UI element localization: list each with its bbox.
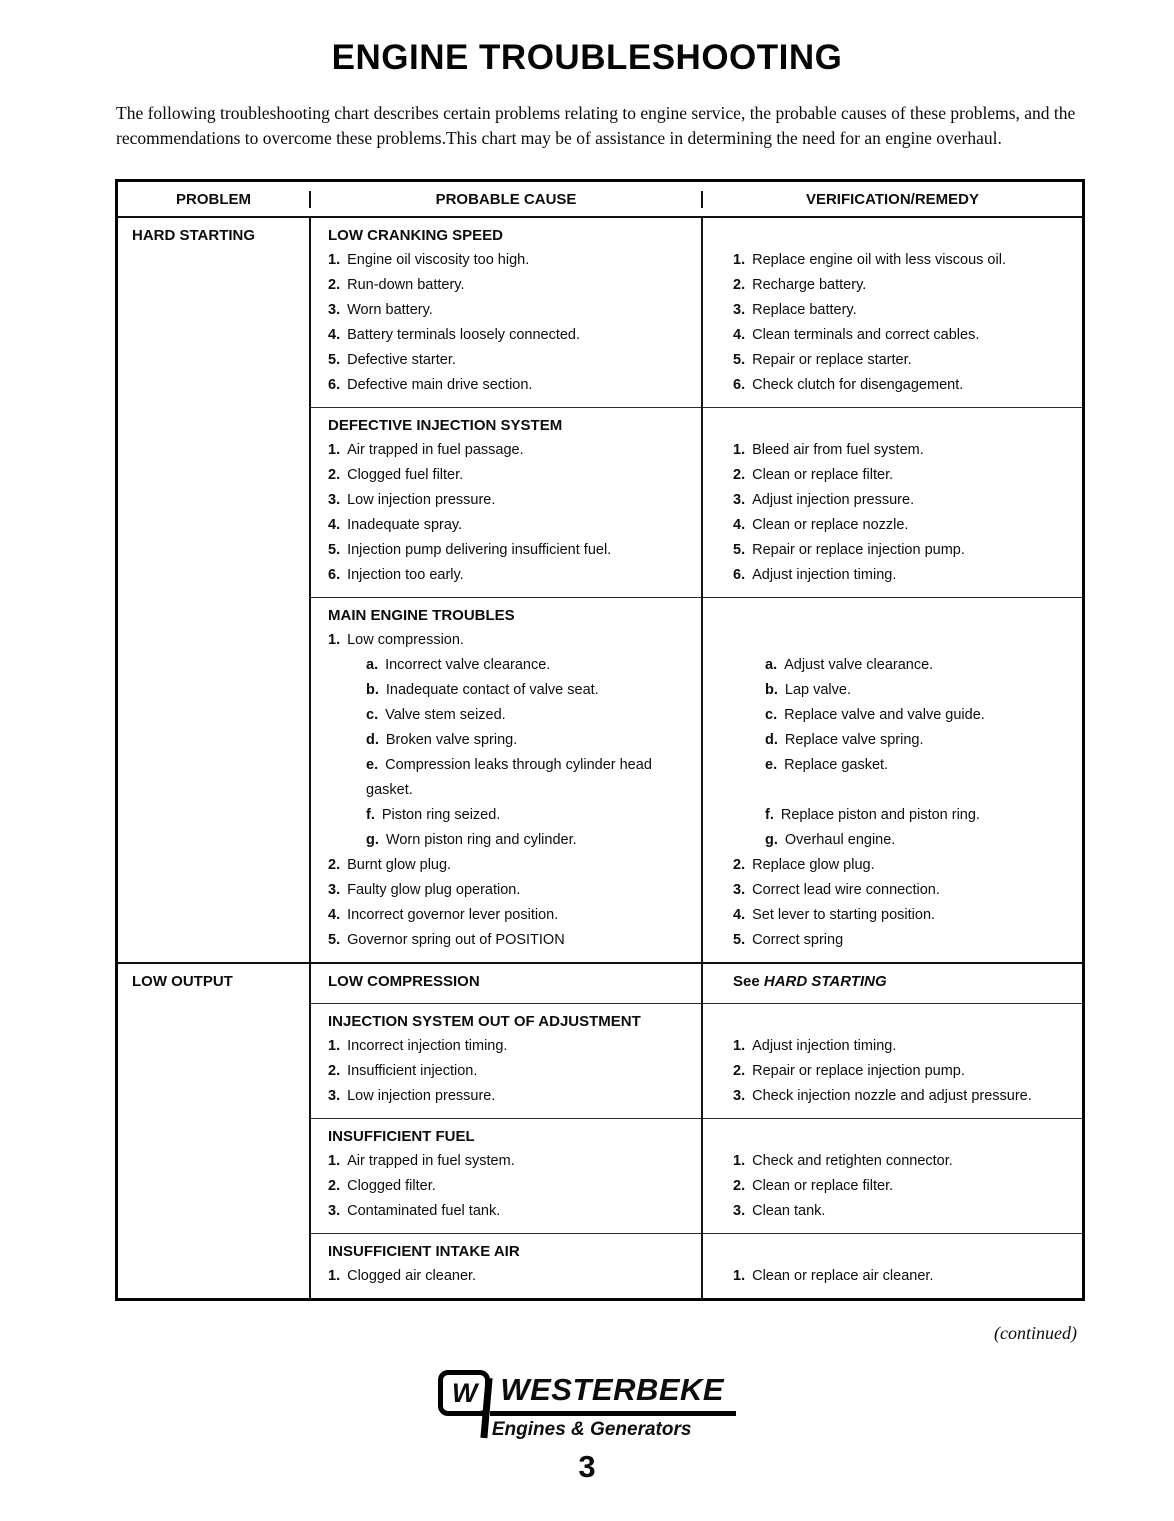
cause-text: Piston ring seized. bbox=[381, 807, 501, 823]
cause-cell bbox=[311, 1059, 703, 1084]
remedy-cell bbox=[703, 853, 1082, 878]
remedy-item-marker: 1. bbox=[733, 252, 746, 268]
remedy-text: Adjust injection pressure. bbox=[752, 492, 915, 508]
item-row bbox=[311, 1149, 1082, 1174]
cause-text: Clogged fuel filter. bbox=[347, 467, 464, 483]
cause-cell bbox=[311, 903, 703, 928]
cause-text: Engine oil viscosity too high. bbox=[347, 252, 530, 268]
cause-item-marker: d. bbox=[366, 732, 379, 748]
remedy-cell bbox=[703, 1034, 1082, 1059]
remedy-item-marker: 3. bbox=[733, 882, 746, 898]
cause-heading: INSUFFICIENT INTAKE AIR bbox=[328, 1243, 520, 1260]
cause-text: Clogged filter. bbox=[347, 1178, 436, 1194]
cause-cell bbox=[311, 678, 703, 703]
remedy-heading bbox=[703, 1239, 1082, 1264]
remedy-cell bbox=[703, 538, 1082, 563]
cause-item-marker: 4. bbox=[328, 907, 341, 923]
remedy-text: Correct spring bbox=[752, 932, 844, 948]
remedy-text: Replace engine oil with less viscous oil. bbox=[752, 252, 1006, 268]
table-row bbox=[118, 962, 1082, 1298]
remedy-item-marker: 1. bbox=[733, 1153, 746, 1169]
remedy-item-marker: 3. bbox=[733, 492, 746, 508]
cause-text: Air trapped in fuel passage. bbox=[347, 442, 524, 458]
cause-text: Defective main drive section. bbox=[347, 377, 533, 393]
cause-cell bbox=[311, 248, 703, 273]
logo-letter: W bbox=[451, 1377, 477, 1408]
item-row bbox=[311, 928, 1082, 953]
remedy-cell bbox=[703, 753, 1082, 803]
table-row bbox=[118, 218, 1082, 962]
remedy-item-marker: 1. bbox=[733, 442, 746, 458]
item-row bbox=[311, 323, 1082, 348]
remedy-cell bbox=[703, 653, 1082, 678]
cause-cell bbox=[311, 853, 703, 878]
remedy-item-marker: b. bbox=[765, 682, 778, 698]
item-row bbox=[311, 903, 1082, 928]
remedy-text: Adjust injection timing. bbox=[752, 567, 897, 583]
continued-note: (continued) bbox=[994, 1323, 1077, 1343]
cause-cell bbox=[311, 728, 703, 753]
item-row bbox=[311, 1199, 1082, 1224]
cause-text: Faulty glow plug operation. bbox=[347, 882, 521, 898]
item-row bbox=[311, 1084, 1082, 1109]
cause-text: Battery terminals loosely connected. bbox=[347, 327, 581, 343]
item-row bbox=[311, 1174, 1082, 1199]
remedy-item-marker: 2. bbox=[733, 1178, 746, 1194]
cause-text: Run-down battery. bbox=[347, 277, 465, 293]
cause-text: Injection too early. bbox=[347, 567, 464, 583]
remedy-text: Repair or replace injection pump. bbox=[752, 542, 965, 558]
cause-text: Incorrect governor lever position. bbox=[347, 907, 559, 923]
cause-cell bbox=[311, 438, 703, 463]
cause-text: Worn piston ring and cylinder. bbox=[385, 832, 577, 848]
remedy-item-marker: e. bbox=[765, 757, 778, 773]
remedy-cell bbox=[703, 928, 1082, 953]
section bbox=[311, 1233, 1082, 1298]
item-row bbox=[311, 878, 1082, 903]
section bbox=[311, 964, 1082, 1003]
cause-item-marker: 5. bbox=[328, 542, 341, 558]
column-header-probable-cause: PROBABLE CAUSE bbox=[311, 191, 703, 208]
remedy-text: Replace battery. bbox=[752, 302, 857, 318]
cause-item-marker: 4. bbox=[328, 517, 341, 533]
cause-item-marker: 2. bbox=[328, 1063, 341, 1079]
westerbeke-logo bbox=[438, 1370, 736, 1441]
cause-text: Inadequate contact of valve seat. bbox=[385, 682, 599, 698]
remedy-item-marker: d. bbox=[765, 732, 778, 748]
item-row bbox=[311, 248, 1082, 273]
cause-cell bbox=[311, 828, 703, 853]
section-heading-row bbox=[311, 413, 1082, 438]
cause-cell bbox=[311, 628, 703, 653]
remedy-text: Bleed air from fuel system. bbox=[752, 442, 924, 458]
cause-text: Injection pump delivering insufficient fuel. bbox=[347, 542, 612, 558]
cause-item-marker: 1. bbox=[328, 442, 341, 458]
page-title: ENGINE TROUBLESHOOTING bbox=[331, 38, 843, 77]
remedy-item-marker: 2. bbox=[733, 1063, 746, 1079]
brand-tagline: Engines & Generators bbox=[491, 1419, 692, 1440]
section bbox=[311, 597, 1082, 962]
cause-text: Contaminated fuel tank. bbox=[347, 1203, 501, 1219]
remedy-cell bbox=[703, 678, 1082, 703]
section bbox=[311, 1003, 1082, 1118]
cause-item-marker: a. bbox=[366, 657, 379, 673]
cause-text: Defective starter. bbox=[347, 352, 456, 368]
item-row bbox=[311, 513, 1082, 538]
item-row bbox=[311, 373, 1082, 398]
remedy-text: Clean or replace filter. bbox=[752, 467, 894, 483]
remedy-cell bbox=[703, 803, 1082, 828]
cause-cell bbox=[311, 538, 703, 563]
remedy-cell bbox=[703, 273, 1082, 298]
cause-cell bbox=[311, 878, 703, 903]
problem-label: LOW OUTPUT bbox=[118, 964, 311, 1298]
remedy-cell bbox=[703, 1149, 1082, 1174]
item-row bbox=[311, 678, 1082, 703]
cause-cell bbox=[311, 1264, 703, 1289]
cause-heading: DEFECTIVE INJECTION SYSTEM bbox=[328, 417, 563, 434]
westerbeke-w-mark-icon bbox=[438, 1370, 490, 1416]
remedy-heading bbox=[703, 413, 1082, 438]
section-heading-row bbox=[311, 603, 1082, 628]
item-row bbox=[311, 628, 1082, 653]
remedy-item-marker: 4. bbox=[733, 907, 746, 923]
remedy-cell bbox=[703, 628, 1082, 653]
remedy-heading bbox=[703, 1009, 1082, 1034]
cause-text: Inadequate spray. bbox=[347, 517, 463, 533]
column-header-verification-remedy: VERIFICATION/REMEDY bbox=[805, 190, 980, 208]
cause-text: Governor spring out of POSITION bbox=[347, 932, 565, 948]
item-row bbox=[311, 488, 1082, 513]
remedy-text: Replace valve and valve guide. bbox=[784, 707, 985, 723]
remedy-item-marker: 3. bbox=[733, 302, 746, 318]
item-row bbox=[311, 438, 1082, 463]
remedy-cell bbox=[703, 1084, 1082, 1109]
cause-cell bbox=[311, 653, 703, 678]
cause-text: Low injection pressure. bbox=[347, 492, 496, 508]
item-row bbox=[311, 803, 1082, 828]
cause-item-marker: 2. bbox=[328, 857, 341, 873]
remedy-text: Clean or replace air cleaner. bbox=[752, 1268, 934, 1284]
remedy-cell bbox=[703, 728, 1082, 753]
cause-item-marker: 2. bbox=[328, 277, 341, 293]
cause-item-marker: f. bbox=[366, 807, 375, 823]
remedy-item-marker: 5. bbox=[733, 352, 746, 368]
remedy-cell bbox=[703, 878, 1082, 903]
remedy-text: Set lever to starting position. bbox=[752, 907, 936, 923]
troubleshooting-table bbox=[115, 179, 1085, 1301]
remedy-text: Check clutch for disengagement. bbox=[752, 377, 964, 393]
cause-heading: INSUFFICIENT FUEL bbox=[328, 1128, 475, 1145]
remedy-text: Repair or replace starter. bbox=[752, 352, 912, 368]
cause-item-marker: b. bbox=[366, 682, 379, 698]
remedy-cell bbox=[703, 703, 1082, 728]
remedy-text: Replace glow plug. bbox=[752, 857, 875, 873]
remedy-item-marker: 5. bbox=[733, 932, 746, 948]
section-heading-row bbox=[311, 1009, 1082, 1034]
cause-text: Clogged air cleaner. bbox=[347, 1268, 477, 1284]
item-row bbox=[311, 348, 1082, 373]
remedy-item-marker: 4. bbox=[733, 517, 746, 533]
section-heading-row bbox=[311, 969, 1082, 994]
remedy-text: Check injection nozzle and adjust pressure. bbox=[752, 1088, 1032, 1104]
cause-item-marker: 4. bbox=[328, 327, 341, 343]
cause-item-marker: e. bbox=[366, 757, 379, 773]
cause-heading: LOW CRANKING SPEED bbox=[328, 227, 504, 244]
item-row bbox=[311, 463, 1082, 488]
cause-text: Burnt glow plug. bbox=[347, 857, 452, 873]
remedy-cell bbox=[703, 1059, 1082, 1084]
intro-paragraph: The following troubleshooting chart describes certain problems relating to engine service, the probable causes of these problems, and the recommendations to overcome these problems.This chart may be of assistance in determining the need for an engine overhaul. bbox=[116, 103, 1076, 148]
column-header-problem: PROBLEM bbox=[118, 191, 311, 208]
remedy-text: Clean or replace filter. bbox=[752, 1178, 894, 1194]
remedy-cell bbox=[703, 1174, 1082, 1199]
cause-text: Air trapped in fuel system. bbox=[347, 1153, 515, 1169]
cause-item-marker: 3. bbox=[328, 882, 341, 898]
cause-cell bbox=[311, 373, 703, 398]
cause-item-marker: 6. bbox=[328, 567, 341, 583]
cause-cell bbox=[311, 563, 703, 588]
section-heading-row bbox=[311, 223, 1082, 248]
cause-remedy-sections bbox=[311, 218, 1082, 962]
cause-item-marker: g. bbox=[366, 832, 379, 848]
remedy-item-marker: 4. bbox=[733, 327, 746, 343]
remedy-item-marker: 1. bbox=[733, 1268, 746, 1284]
remedy-cell bbox=[703, 323, 1082, 348]
cause-cell bbox=[311, 348, 703, 373]
item-row bbox=[311, 1264, 1082, 1289]
remedy-cell bbox=[703, 488, 1082, 513]
cause-item-marker: 1. bbox=[328, 1153, 341, 1169]
item-row bbox=[311, 653, 1082, 678]
cause-cell bbox=[311, 323, 703, 348]
remedy-item-marker: 2. bbox=[733, 277, 746, 293]
item-row bbox=[311, 1034, 1082, 1059]
cause-remedy-sections bbox=[311, 964, 1082, 1298]
cause-item-marker: 5. bbox=[328, 352, 341, 368]
remedy-cell bbox=[703, 1264, 1082, 1289]
remedy-cell bbox=[703, 348, 1082, 373]
remedy-cell bbox=[703, 828, 1082, 853]
cause-text: Incorrect valve clearance. bbox=[385, 657, 551, 673]
item-row bbox=[311, 753, 1082, 803]
cause-cell bbox=[311, 1034, 703, 1059]
remedy-text: Replace gasket. bbox=[784, 757, 889, 773]
remedy-item-marker: 5. bbox=[733, 542, 746, 558]
cause-item-marker: 3. bbox=[328, 1203, 341, 1219]
cause-item-marker: 2. bbox=[328, 1178, 341, 1194]
cause-item-marker: 1. bbox=[328, 252, 341, 268]
item-row bbox=[311, 703, 1082, 728]
cause-text: Insufficient injection. bbox=[347, 1063, 478, 1079]
item-row bbox=[311, 273, 1082, 298]
cause-cell bbox=[311, 463, 703, 488]
cause-item-marker: 5. bbox=[328, 932, 341, 948]
remedy-text: Replace valve spring. bbox=[784, 732, 924, 748]
section bbox=[311, 1118, 1082, 1233]
cause-cell bbox=[311, 1149, 703, 1174]
cause-cell bbox=[311, 703, 703, 728]
logo-top-row bbox=[438, 1370, 736, 1416]
remedy-text: Check and retighten connector. bbox=[752, 1153, 953, 1169]
cause-item-marker: 1. bbox=[328, 632, 341, 648]
section-heading-row bbox=[311, 1239, 1082, 1264]
remedy-cell bbox=[703, 513, 1082, 538]
cause-item-marker: c. bbox=[366, 707, 379, 723]
cause-text: Low compression. bbox=[347, 632, 464, 648]
remedy-heading bbox=[703, 1124, 1082, 1149]
remedy-item-marker: f. bbox=[765, 807, 774, 823]
table-body bbox=[118, 218, 1082, 1298]
remedy-text: Clean tank. bbox=[752, 1203, 826, 1219]
remedy-text: Overhaul engine. bbox=[784, 832, 896, 848]
cause-cell bbox=[311, 298, 703, 323]
cause-heading: INJECTION SYSTEM OUT OF ADJUSTMENT bbox=[328, 1013, 641, 1030]
cause-item-marker: 6. bbox=[328, 377, 341, 393]
remedy-cell bbox=[703, 373, 1082, 398]
remedy-text: Correct lead wire connection. bbox=[752, 882, 940, 898]
cause-cell bbox=[311, 1084, 703, 1109]
item-row bbox=[311, 728, 1082, 753]
remedy-text: Clean terminals and correct cables. bbox=[752, 327, 980, 343]
section bbox=[311, 407, 1082, 597]
remedy-cell bbox=[703, 463, 1082, 488]
remedy-item-marker: 6. bbox=[733, 567, 746, 583]
cause-item-marker: 1. bbox=[328, 1268, 341, 1284]
cause-text: Compression leaks through cylinder head gasket. bbox=[366, 757, 652, 798]
cause-cell bbox=[311, 488, 703, 513]
remedy-item-marker: 1. bbox=[733, 1038, 746, 1054]
cause-item-marker: 3. bbox=[328, 492, 341, 508]
item-row bbox=[311, 828, 1082, 853]
remedy-cell bbox=[703, 1199, 1082, 1224]
remedy-heading-reference: HARD STARTING bbox=[763, 973, 887, 990]
remedy-heading bbox=[703, 969, 1082, 994]
cause-text: Valve stem seized. bbox=[385, 707, 506, 723]
remedy-item-marker: a. bbox=[765, 657, 778, 673]
section-heading-row bbox=[311, 1124, 1082, 1149]
brand-name: WESTERBEKE bbox=[490, 1370, 736, 1416]
item-row bbox=[311, 538, 1082, 563]
cause-item-marker: 2. bbox=[328, 467, 341, 483]
remedy-cell bbox=[703, 248, 1082, 273]
table-header-row bbox=[118, 182, 1082, 218]
remedy-item-marker: g. bbox=[765, 832, 778, 848]
remedy-item-marker: 2. bbox=[733, 857, 746, 873]
page-number: 3 bbox=[578, 1449, 596, 1484]
cause-item-marker: 1. bbox=[328, 1038, 341, 1054]
remedy-text: Adjust injection timing. bbox=[752, 1038, 897, 1054]
cause-cell bbox=[311, 513, 703, 538]
cause-text: Broken valve spring. bbox=[385, 732, 518, 748]
remedy-text: Recharge battery. bbox=[752, 277, 867, 293]
problem-label: HARD STARTING bbox=[118, 218, 311, 962]
remedy-item-marker: 3. bbox=[733, 1203, 746, 1219]
item-row bbox=[311, 563, 1082, 588]
cause-cell bbox=[311, 1199, 703, 1224]
item-row bbox=[311, 1059, 1082, 1084]
item-row bbox=[311, 853, 1082, 878]
section bbox=[311, 218, 1082, 407]
item-row bbox=[311, 298, 1082, 323]
remedy-text: Replace piston and piston ring. bbox=[780, 807, 980, 823]
cause-text: Incorrect injection timing. bbox=[347, 1038, 508, 1054]
cause-text: Low injection pressure. bbox=[347, 1088, 496, 1104]
cause-heading: MAIN ENGINE TROUBLES bbox=[328, 607, 515, 624]
remedy-item-marker: 6. bbox=[733, 377, 746, 393]
remedy-heading bbox=[703, 603, 1082, 628]
remedy-text: Repair or replace injection pump. bbox=[752, 1063, 965, 1079]
remedy-cell bbox=[703, 438, 1082, 463]
cause-item-marker: 3. bbox=[328, 1088, 341, 1104]
cause-cell bbox=[311, 1174, 703, 1199]
remedy-item-marker: c. bbox=[765, 707, 778, 723]
remedy-item-marker: 3. bbox=[733, 1088, 746, 1104]
remedy-cell bbox=[703, 903, 1082, 928]
remedy-item-marker: 2. bbox=[733, 467, 746, 483]
cause-item-marker: 3. bbox=[328, 302, 341, 318]
cause-cell bbox=[311, 753, 703, 803]
remedy-text: Adjust valve clearance. bbox=[784, 657, 934, 673]
cause-text: Worn battery. bbox=[347, 302, 433, 318]
remedy-cell bbox=[703, 298, 1082, 323]
remedy-text: Lap valve. bbox=[784, 682, 851, 698]
cause-cell bbox=[311, 273, 703, 298]
remedy-heading-prefix: See bbox=[733, 973, 764, 990]
cause-heading: LOW COMPRESSION bbox=[328, 973, 480, 990]
remedy-text: Clean or replace nozzle. bbox=[752, 517, 909, 533]
cause-cell bbox=[311, 928, 703, 953]
remedy-heading bbox=[703, 223, 1082, 248]
remedy-cell bbox=[703, 563, 1082, 588]
cause-cell bbox=[311, 803, 703, 828]
